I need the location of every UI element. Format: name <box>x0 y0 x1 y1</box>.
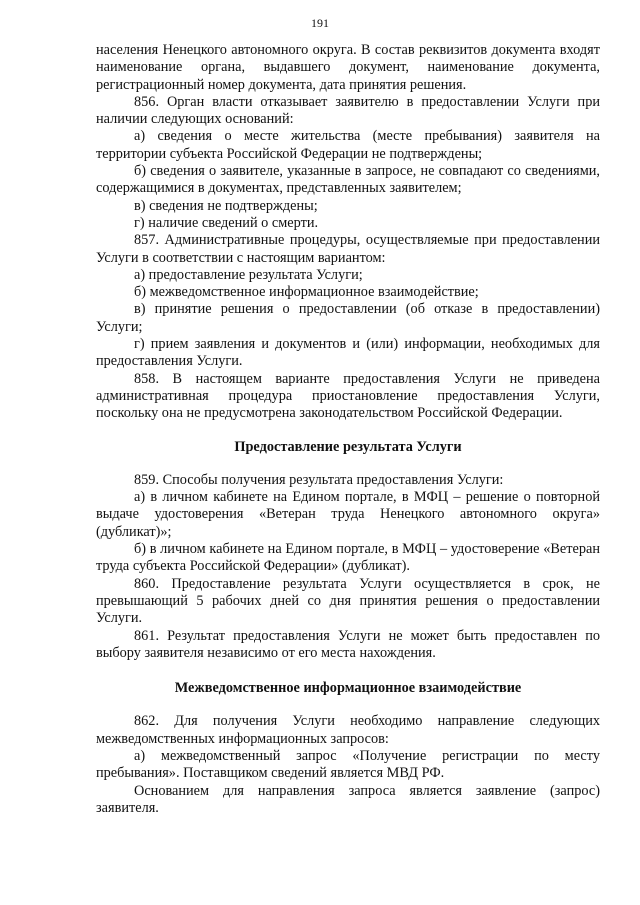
page-number: 191 <box>311 16 329 30</box>
paragraph-856: 856. Орган власти отказывает заявителю в предоставлении Услуги при наличии следующих оснований: <box>96 93 600 128</box>
list-item-a: а) межведомственный запрос «Получение регистрации по месту пребывания». Поставщиком сведений является МВД РФ. <box>96 747 600 782</box>
paragraph: населения Ненецкого автономного округа. В состав реквизитов документа входят наименование органа, выдавшего документ, наименование документа, регистрационный номер документа, дата принятия решения. <box>96 42 600 93</box>
list-item-b: б) сведения о заявителе, указанные в запросе, не совпадают со сведениями, содержащимися в документах, представленных заявителем; <box>96 163 600 197</box>
list-item-g: г) прием заявления и документов и (или) информации, необходимых для предоставления Услуги. <box>96 336 600 370</box>
section-heading-result: Предоставление результата Услуги <box>234 438 462 455</box>
section-bottom <box>96 713 600 817</box>
section-mid <box>96 472 600 662</box>
list-item-a: а) предоставление результата Услуги; <box>134 266 363 283</box>
paragraph-861: 861. Результат предоставления Услуги не может быть предоставлен по выбору заявителя независимо от его места нахождения. <box>96 627 600 661</box>
section-top <box>96 42 600 423</box>
list-item-v: в) принятие решения о предоставлении (об отказе в предоставлении) Услуги; <box>96 301 600 335</box>
paragraph-860: 860. Предоставление результата Услуги осуществляется в срок, не превышающий 5 рабочих дней со дня принятия решения о предоставлении Услуги. <box>96 575 600 627</box>
paragraph-857: 857. Административные процедуры, осуществляемые при предоставлении Услуги в соответствии с настоящим вариантом: <box>96 232 600 266</box>
list-item-a: а) сведения о месте жительства (месте пребывания) заявителя на территории субъекта Российской Федерации не подтверждены; <box>96 128 600 162</box>
heading-wrapper <box>96 680 600 697</box>
list-item-b: б) межведомственное информационное взаимодействие; <box>134 284 479 301</box>
paragraph-858: 858. В настоящем варианте предоставления Услуги не приведена административная процедура приостановление предоставления Услуги, поскольку она не предусмотрена законодательством Российской Федерации. <box>96 370 600 422</box>
section-heading-interaction: Межведомственное информационное взаимодействие <box>174 680 522 697</box>
document-body <box>96 42 600 817</box>
list-item-a: а) в личном кабинете на Едином портале, в МФЦ – решение о повторной выдаче удостоверения «Ветеран труда Ненецкого автономного округа» (дубликат)»; <box>96 489 600 540</box>
list-item-b: б) в личном кабинете на Едином портале, в МФЦ – удостоверение «Ветеран труда субъекта Российской Федерации» (дубликат). <box>96 541 600 575</box>
heading-wrapper <box>96 439 600 456</box>
list-item-g: г) наличие сведений о смерти. <box>134 214 319 231</box>
paragraph-859: 859. Способы получения результата предоставления Услуги: <box>134 471 504 488</box>
paragraph-basis: Основанием для направления запроса является заявление (запрос) заявителя. <box>96 782 600 816</box>
paragraph-862: 862. Для получения Услуги необходимо направление следующих межведомственных информационных запросов: <box>96 713 600 747</box>
list-item-v: в) сведения не подтверждены; <box>134 197 318 214</box>
